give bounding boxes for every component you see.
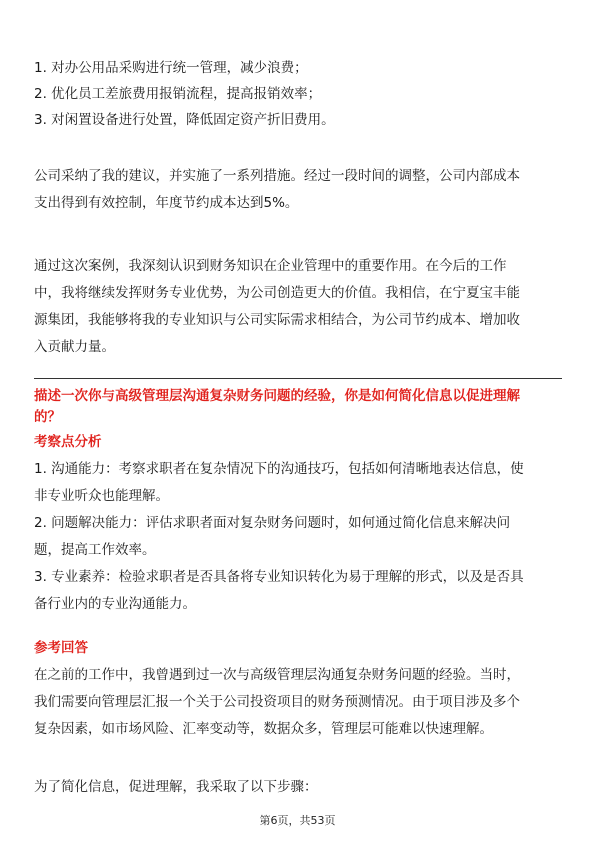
answer-heading: 参考回答 [34, 640, 88, 656]
analysis-line: 2. 问题解决能力：评估求职者面对复杂财务问题时，如何通过简化信息来解决问 [34, 515, 511, 531]
analysis-list [34, 456, 562, 618]
answer-paragraph [34, 662, 562, 743]
paragraph-line: 中，我将继续发挥财务专业优势，为公司创造更大的价值。我相信，在宁夏宝丰能 [34, 285, 520, 301]
paragraph-line: 入贡献力量。 [34, 339, 115, 355]
analysis-line: 1. 沟通能力：考察求职者在复杂情况下的沟通技巧，包括如何清晰地表达信息，使 [34, 461, 524, 477]
result-paragraph [34, 163, 562, 217]
analysis-line: 3. 专业素养：检验求职者是否具备将专业知识转化为易于理解的形式，以及是否具 [34, 569, 524, 585]
page-number: 第6页，共53页 [259, 814, 336, 827]
paragraph-line: 源集团，我能够将我的专业知识与公司实际需求相结合，为公司节约成本、增加收 [34, 312, 520, 328]
paragraph-line: 为了简化信息，促进理解，我采取了以下步骤： [34, 779, 318, 795]
question-line: 的？ [34, 409, 61, 425]
list-item: 3. 对闲置设备进行处置，降低固定资产折旧费用。 [34, 112, 335, 128]
closing-paragraph [34, 774, 562, 801]
section-divider [34, 378, 562, 379]
cost-measures-list [34, 55, 335, 133]
paragraph-line: 支出得到有效控制，年度节约成本达到5%。 [34, 195, 299, 211]
answer-line: 我们需要向管理层汇报一个关于公司投资项目的财务预测情况。由于项目涉及多个 [34, 694, 520, 710]
analysis-heading: 考察点分析 [34, 434, 102, 450]
analysis-line: 题，提高工作效率。 [34, 542, 156, 558]
answer-line: 复杂因素，如市场风险、汇率变动等，数据众多，管理层可能难以快速理解。 [34, 721, 493, 737]
list-item: 1. 对办公用品采购进行统一管理，减少浪费； [34, 60, 308, 76]
conclusion-paragraph [34, 253, 562, 361]
analysis-line: 备行业内的专业沟通能力。 [34, 596, 196, 612]
answer-line: 在之前的工作中，我曾遇到过一次与高级管理层沟通复杂财务问题的经验。当时， [34, 667, 520, 683]
paragraph-line: 通过这次案例，我深刻认识到财务知识在企业管理中的重要作用。在今后的工作 [34, 258, 507, 274]
interview-question [34, 386, 562, 428]
list-item: 2. 优化员工差旅费用报销流程，提高报销效率； [34, 86, 322, 102]
analysis-line: 非专业听众也能理解。 [34, 488, 169, 504]
question-line: 描述一次你与高级管理层沟通复杂财务问题的经验，你是如何简化信息以促进理解 [34, 388, 520, 404]
paragraph-line: 公司采纳了我的建议，并实施了一系列措施。经过一段时间的调整，公司内部成本 [34, 168, 520, 184]
